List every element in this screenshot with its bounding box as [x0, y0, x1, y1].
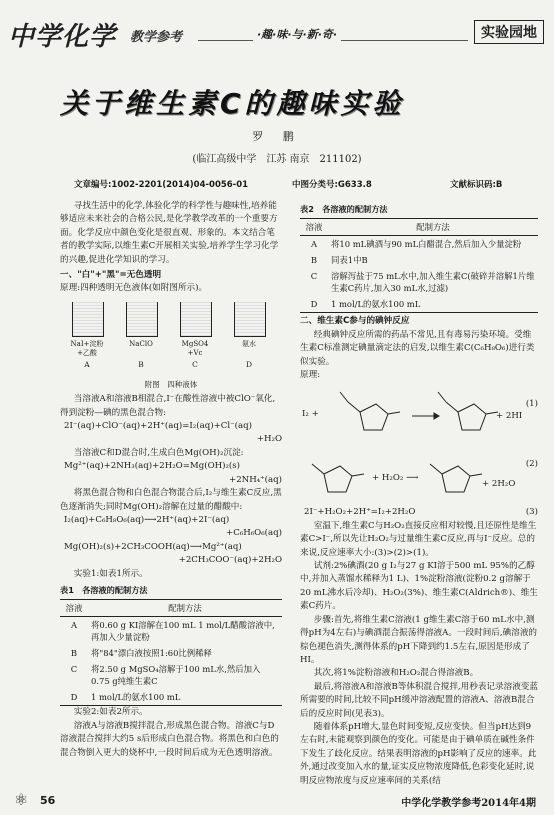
beaker-label: NaI+淀粉 +乙酸 [70, 339, 104, 357]
table-cell: 溶解泻盐于75 mL水中,加入维生素C(破碎并溶解1片维生素C药片,加入30 mL水,过滤) [331, 271, 535, 294]
ring-shape [360, 404, 388, 430]
paragraph: 试剂:2%碘酒(20 g I₂与27 g KI溶于500 mL 95%的乙醇中,并加入蒸馏水稀释为1 L)、1%淀粉溶液(淀粉0.2 g溶解于20 mL沸水后冷却)、H₂O₂(3%)、维生素C(Aldrich®)、维生素C药片。 [300, 561, 538, 612]
table-cell: D [300, 296, 328, 313]
reaction-2-structures [300, 448, 538, 504]
paragraph: 将黑色混合物和白色混合物混合后,I₂与维生素C反应,黑色逐渐消失;同时Mg(OH)₂溶解在过量的醋酸中: [60, 488, 282, 512]
table-row [300, 252, 538, 268]
document-code: 文献标识码:B [450, 180, 503, 190]
beaker-letter: C [192, 359, 198, 369]
table-header: 溶液 [300, 219, 328, 236]
equation-number: (2) [525, 459, 538, 470]
table-cell: 将10 mL碘酒与90 mL白醋混合,然后加入少量淀粉 [331, 239, 522, 250]
article-author: 罗 鹏 [252, 130, 302, 143]
ring-shape [442, 466, 470, 492]
table-cell: 将"84"漂白液按照1:60比例稀释 [91, 648, 212, 659]
beaker-figure [60, 298, 282, 376]
class-number: 中图分类号:G633.8 [292, 180, 372, 190]
beaker-label: NaClO [129, 339, 153, 348]
masthead [8, 14, 548, 60]
equation: 2I⁻(aq)+ClO⁻(aq)+2H⁺(aq)=I₂(aq)+Cl⁻(aq) [64, 421, 252, 432]
beaker-a [72, 302, 104, 337]
left-column [60, 200, 282, 760]
table-row [300, 236, 538, 253]
equation-continued: +H₂O [256, 434, 282, 445]
table-cell: C [310, 271, 318, 282]
table-header-row [300, 219, 538, 236]
equation-number: (1) [525, 399, 538, 410]
beaker-label: 氨水 [242, 339, 256, 348]
beaker-b [126, 302, 158, 337]
table-header: 配制方法 [88, 600, 282, 617]
figure-caption: 附图 四种液体 [144, 379, 198, 389]
table-2-caption: 表2 各溶液的配制方法 [300, 204, 388, 214]
column-name: 实验园地 [474, 20, 544, 44]
table-cell: 同表1中B [331, 255, 368, 266]
table-cell: A [310, 239, 318, 250]
paragraph: 步骤:首先,将维生素C溶液(1 g维生素C溶于60 mL水中,测得pH为4左右)与碘酒混合振荡得溶液A。一段时间后,碘溶液的棕色褪色消失,测得体系的pH下降到约1.5左右,原因是形成了HI。 [300, 614, 538, 665]
paragraph: 实验2:如表2所示。 [73, 707, 148, 718]
table-header-row [60, 600, 282, 617]
header-tagline: ·趣·味·与·新·奇· [253, 26, 341, 42]
reaction-reagent: + H₂O₂ ⟶ [372, 473, 419, 484]
article-number: 文章编号:1002-2201(2014)04-0056-01 [74, 180, 249, 190]
paragraph: 当溶液C和D混合时,生成白色Mg(OH)₂沉淀: [73, 447, 244, 458]
reaction-1-scheme [300, 384, 538, 446]
paragraph: 实验1:如表1所示。 [73, 568, 148, 579]
table-1-caption: 表1 各溶液的配制方法 [60, 584, 148, 595]
table-header: 配制方法 [328, 219, 538, 236]
equation: Mg²⁺(aq)+2NH₃(aq)+2H₂O=Mg(OH)₂(s) [64, 461, 241, 472]
beaker-letter: A [84, 359, 90, 369]
table-row [60, 617, 282, 646]
reaction-2-scheme [300, 448, 538, 504]
paragraph: 室温下,维生素C与H₂O₂直接反应相对较慢,且还原性是维生素C>I⁻,所以先让H₂O₂与过量维生素C反应,再与I⁻反应。总的来说,反应速率大小:(3)>(2)>(1)。 [300, 520, 537, 558]
intro-paragraph: 寻找生活中的化学,体验化学的科学性与趣味性,培养能够适应未来社会的合格公民,是化学教学改革的一个重要方面。化学反应中颜色变化是很直观、形象的。本文结合笔者的教学实际,以维生素C开展相关实验,培养学生学习化学的兴趣,促进化学知识的学习。 [60, 201, 279, 265]
paragraph: 溶液A与溶液B搅拌混合,形成黑色混合物。溶液C与D溶液混合搅拌大约5 s后形成白色混合物。将黑色和白色的混合物倒入更大的烧杯中,一段时间后成为无色透明溶液。 [60, 720, 279, 758]
principle-label: 原理: [300, 370, 321, 381]
journal-subtitle: 教学参考 [130, 30, 183, 45]
reaction-reactant: I₂ + [302, 409, 319, 420]
table-cell: 将2.50 g MgSO₄溶解于100 mL水,然后加入0.75 g纯维生素C [91, 664, 261, 687]
ring-shape [458, 404, 486, 430]
table-cell: 1 mol/L的氨水100 mL [328, 296, 538, 313]
table-cell: C [70, 664, 78, 675]
equation-continued: +C₆H₆O₆(aq) [226, 528, 282, 539]
journal-footer: 中学化学教学参考2014年4期 [401, 798, 536, 809]
paragraph: 最后,将溶液A和溶液B等体积混合搅拌,用秒表记录溶液变蓝所需要的时间,比较不同pH缓冲溶液配置的溶液A、溶液B混合后的反应时间(见表3)。 [300, 681, 538, 719]
article-title: 关于维生素C的趣味实验 [60, 87, 405, 120]
table-row [60, 645, 282, 661]
equation: I₂(aq)+C₆H₈O₆(aq)⟶2H⁺(aq)+2I⁻(aq) [64, 514, 230, 525]
page-number: 56 [40, 794, 56, 807]
paragraph: 随着体系pH增大,显色时间变短,反应变快。但当pH达到9左右时,未能观察到颜色的变化。可能是由于碘单质在碱性条件下发生了歧化反应。结果表明溶液的pH影响了反应的速率。此外,通过改变加入水的量,证实反应物浓度降低,色彩变化延时,说明反应物浓度与反应速率间的关系(结 [300, 721, 537, 786]
paragraph: 经典碘钟反应所需的药品不常见,且有毒易污染环境。受维生素C标准测定碘量滴定法的启发,以维生素C(C₆H₈O₆)进行类似实验。 [300, 329, 535, 367]
equation: Mg(OH)₂(s)+2CH₃COOH(aq)⟶Mg²⁺(aq) [64, 541, 242, 552]
equation: 2I⁻+H₂O₂+2H⁺=I₂+2H₂O [304, 507, 416, 518]
equation-continued: +2NH₄⁺(aq) [229, 474, 282, 485]
journal-logo: 中学化学 [8, 22, 117, 52]
table-1 [60, 599, 282, 706]
ring-shape [324, 466, 352, 492]
table-cell: B [310, 255, 318, 266]
paragraph: 当溶液A和溶液B相混合,I⁻在酸性溶液中被ClO⁻氧化,得到淀粉—碘的黑色混合物: [60, 394, 276, 418]
table-cell: B [70, 648, 78, 659]
table-cell: A [70, 620, 78, 631]
beaker-c [180, 302, 212, 337]
right-column [300, 200, 538, 788]
principle-text: 原理:四种透明无色液体(如附图所示)。 [60, 283, 208, 294]
equation-number: (3) [525, 507, 538, 518]
equation-3-row [300, 506, 538, 519]
section-2-heading: 二、维生素C参与的碘钟反应 [300, 316, 410, 327]
beaker-label: MgSO4 +Vc [181, 339, 209, 357]
reaction-product: + 2HI [496, 411, 523, 422]
table-2 [300, 218, 538, 313]
beaker-d [234, 302, 266, 337]
table-row [60, 689, 282, 706]
atom-icon: ⚛ [14, 790, 29, 809]
beaker-letter: B [138, 359, 144, 369]
table-cell: 1 mol/L的氨水100 mL [88, 689, 282, 706]
table-header: 溶液 [60, 600, 88, 617]
table-row [300, 296, 538, 313]
article-affiliation: (临江高级中学 江苏 南京 211102) [192, 154, 362, 165]
table-cell: 将0.60 g KI溶解在100 mL 1 mol/L醋酸溶液中,再加入少量淀粉 [91, 620, 275, 643]
section-1-heading: 一、"白"+"黑"=无色透明 [60, 270, 162, 281]
table-cell: D [60, 689, 88, 706]
equation-continued: +2CH₃COO⁻(aq)+2H₂O [178, 555, 282, 566]
paragraph: 其次,将1%淀粉溶液和H₂O₂混合得溶液B。 [313, 668, 479, 679]
table-row [60, 661, 282, 689]
table-row [300, 268, 538, 296]
beaker-letter: D [245, 359, 252, 369]
reaction-product: + 2H₂O [482, 479, 516, 490]
